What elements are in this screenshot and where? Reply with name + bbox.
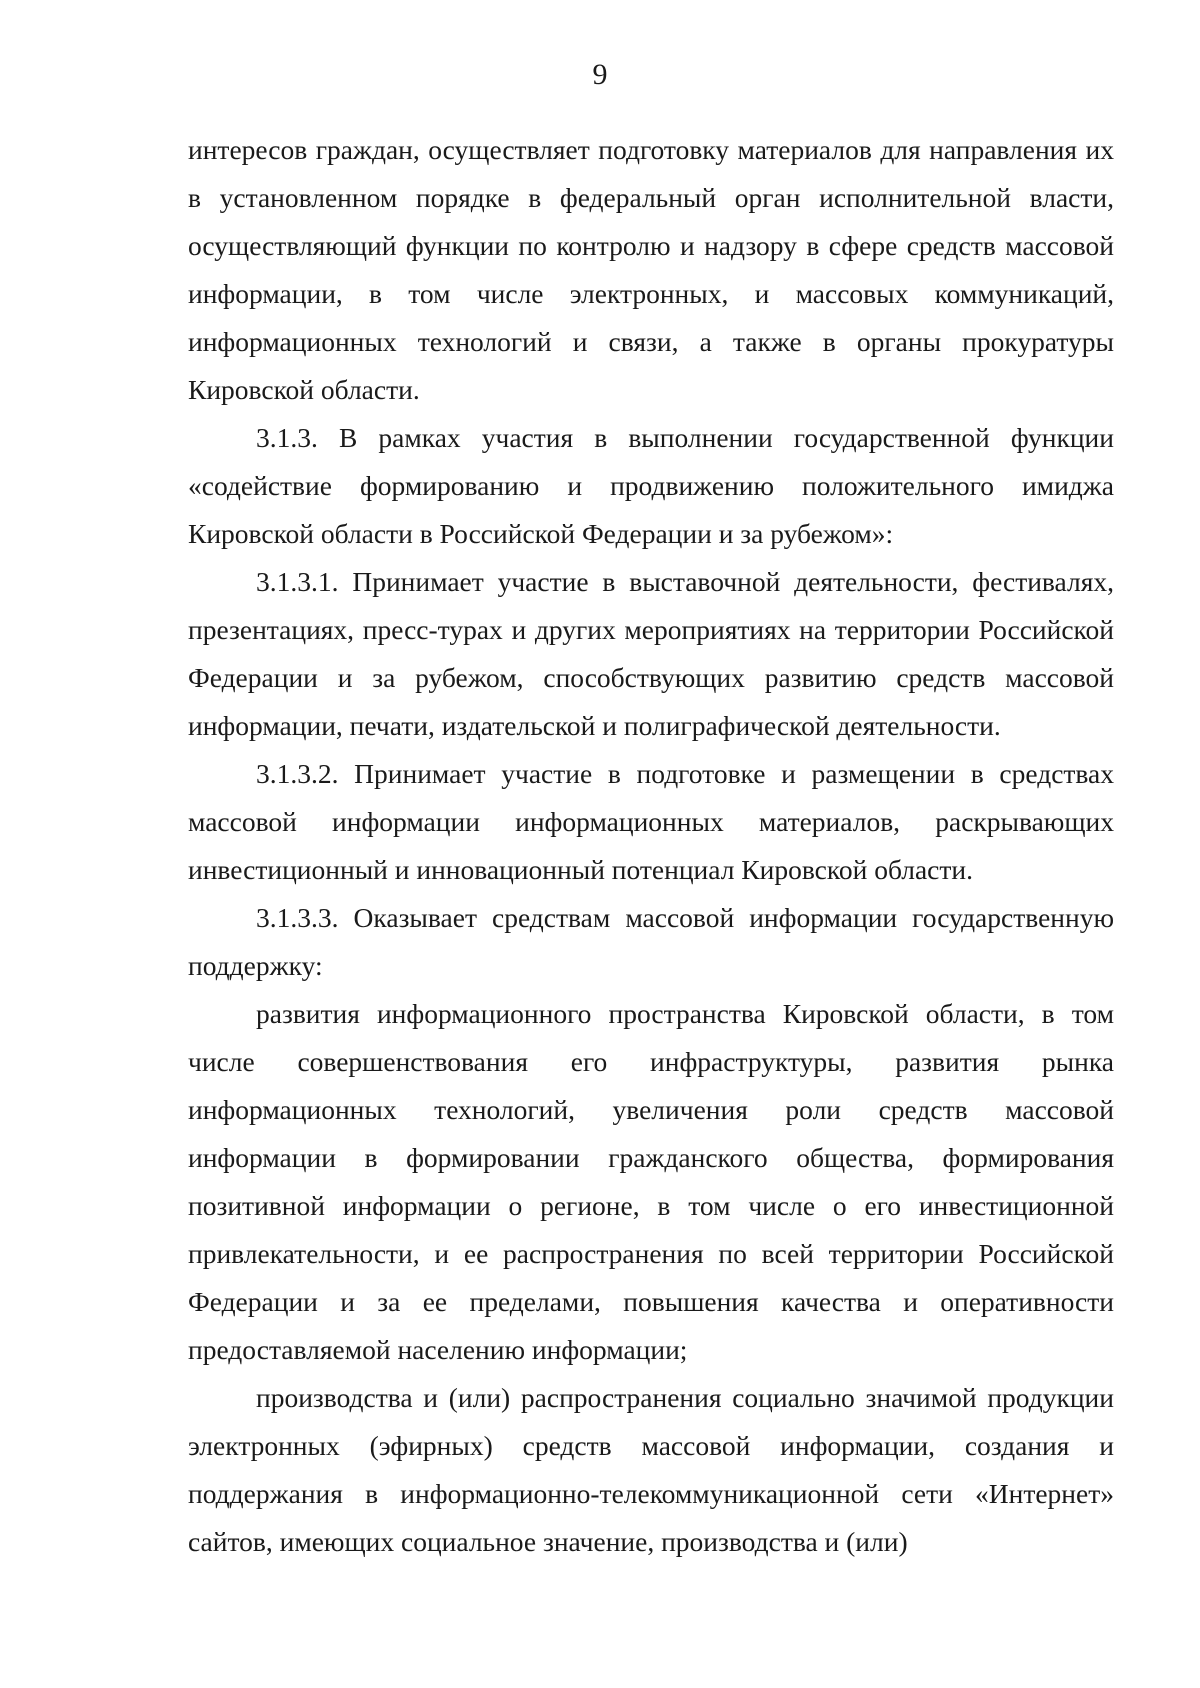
paragraph-support-development: развития информационного пространства Кировской области, в том числе совершенствования его инфраструктуры, развития рынка информационных технологий, увеличения роли средств массовой информации в формировании гражданского общества, формирования позитивной информации о регионе, в том числе о его инвестиционной привлекательности, и ее распространения по всей территории Российской Федерации и за ее пределами, повышения качества и оперативности предоставляемой населению информации; <box>188 998 1114 1365</box>
paragraph-3-1-3-3: 3.1.3.3. Оказывает средствам массовой информации государственную поддержку: <box>188 902 1114 981</box>
page-number: 9 <box>592 58 608 91</box>
paragraph-3-1-3: 3.1.3. В рамках участия в выполнении государственной функции «содействие формированию и продвижению положительного имиджа Кировской области в Российской Федерации и за рубежом»: <box>188 422 1114 549</box>
paragraph-support-production: производства и (или) распространения социально значимой продукции электронных (эфирных) средств массовой информации, создания и поддержания в информационно-телекоммуникационной сети «Интернет» сайтов, имеющих социальное значение, производства и (или) <box>188 1382 1114 1557</box>
paragraph-3-1-3-1: 3.1.3.1. Принимает участие в выставочной деятельности, фестивалях, презентациях, пресс-турах и других мероприятиях на территории Российской Федерации и за рубежом, способствующих развитию средств массовой информации, печати, издательской и полиграфической деятельности. <box>188 566 1114 741</box>
document-body <box>188 126 1114 1566</box>
paragraph-continuation: интересов граждан, осуществляет подготовку материалов для направления их в установленном порядке в федеральный орган исполнительной власти, осуществляющий функции по контролю и надзору в сфере средств массовой информации, в том числе электронных, и массовых коммуникаций, информационных технологий и связи, а также в органы прокуратуры Кировской области. <box>188 134 1114 405</box>
paragraph-3-1-3-2: 3.1.3.2. Принимает участие в подготовке и размещении в средствах массовой информации информационных материалов, раскрывающих инвестиционный и инновационный потенциал Кировской области. <box>188 758 1114 885</box>
